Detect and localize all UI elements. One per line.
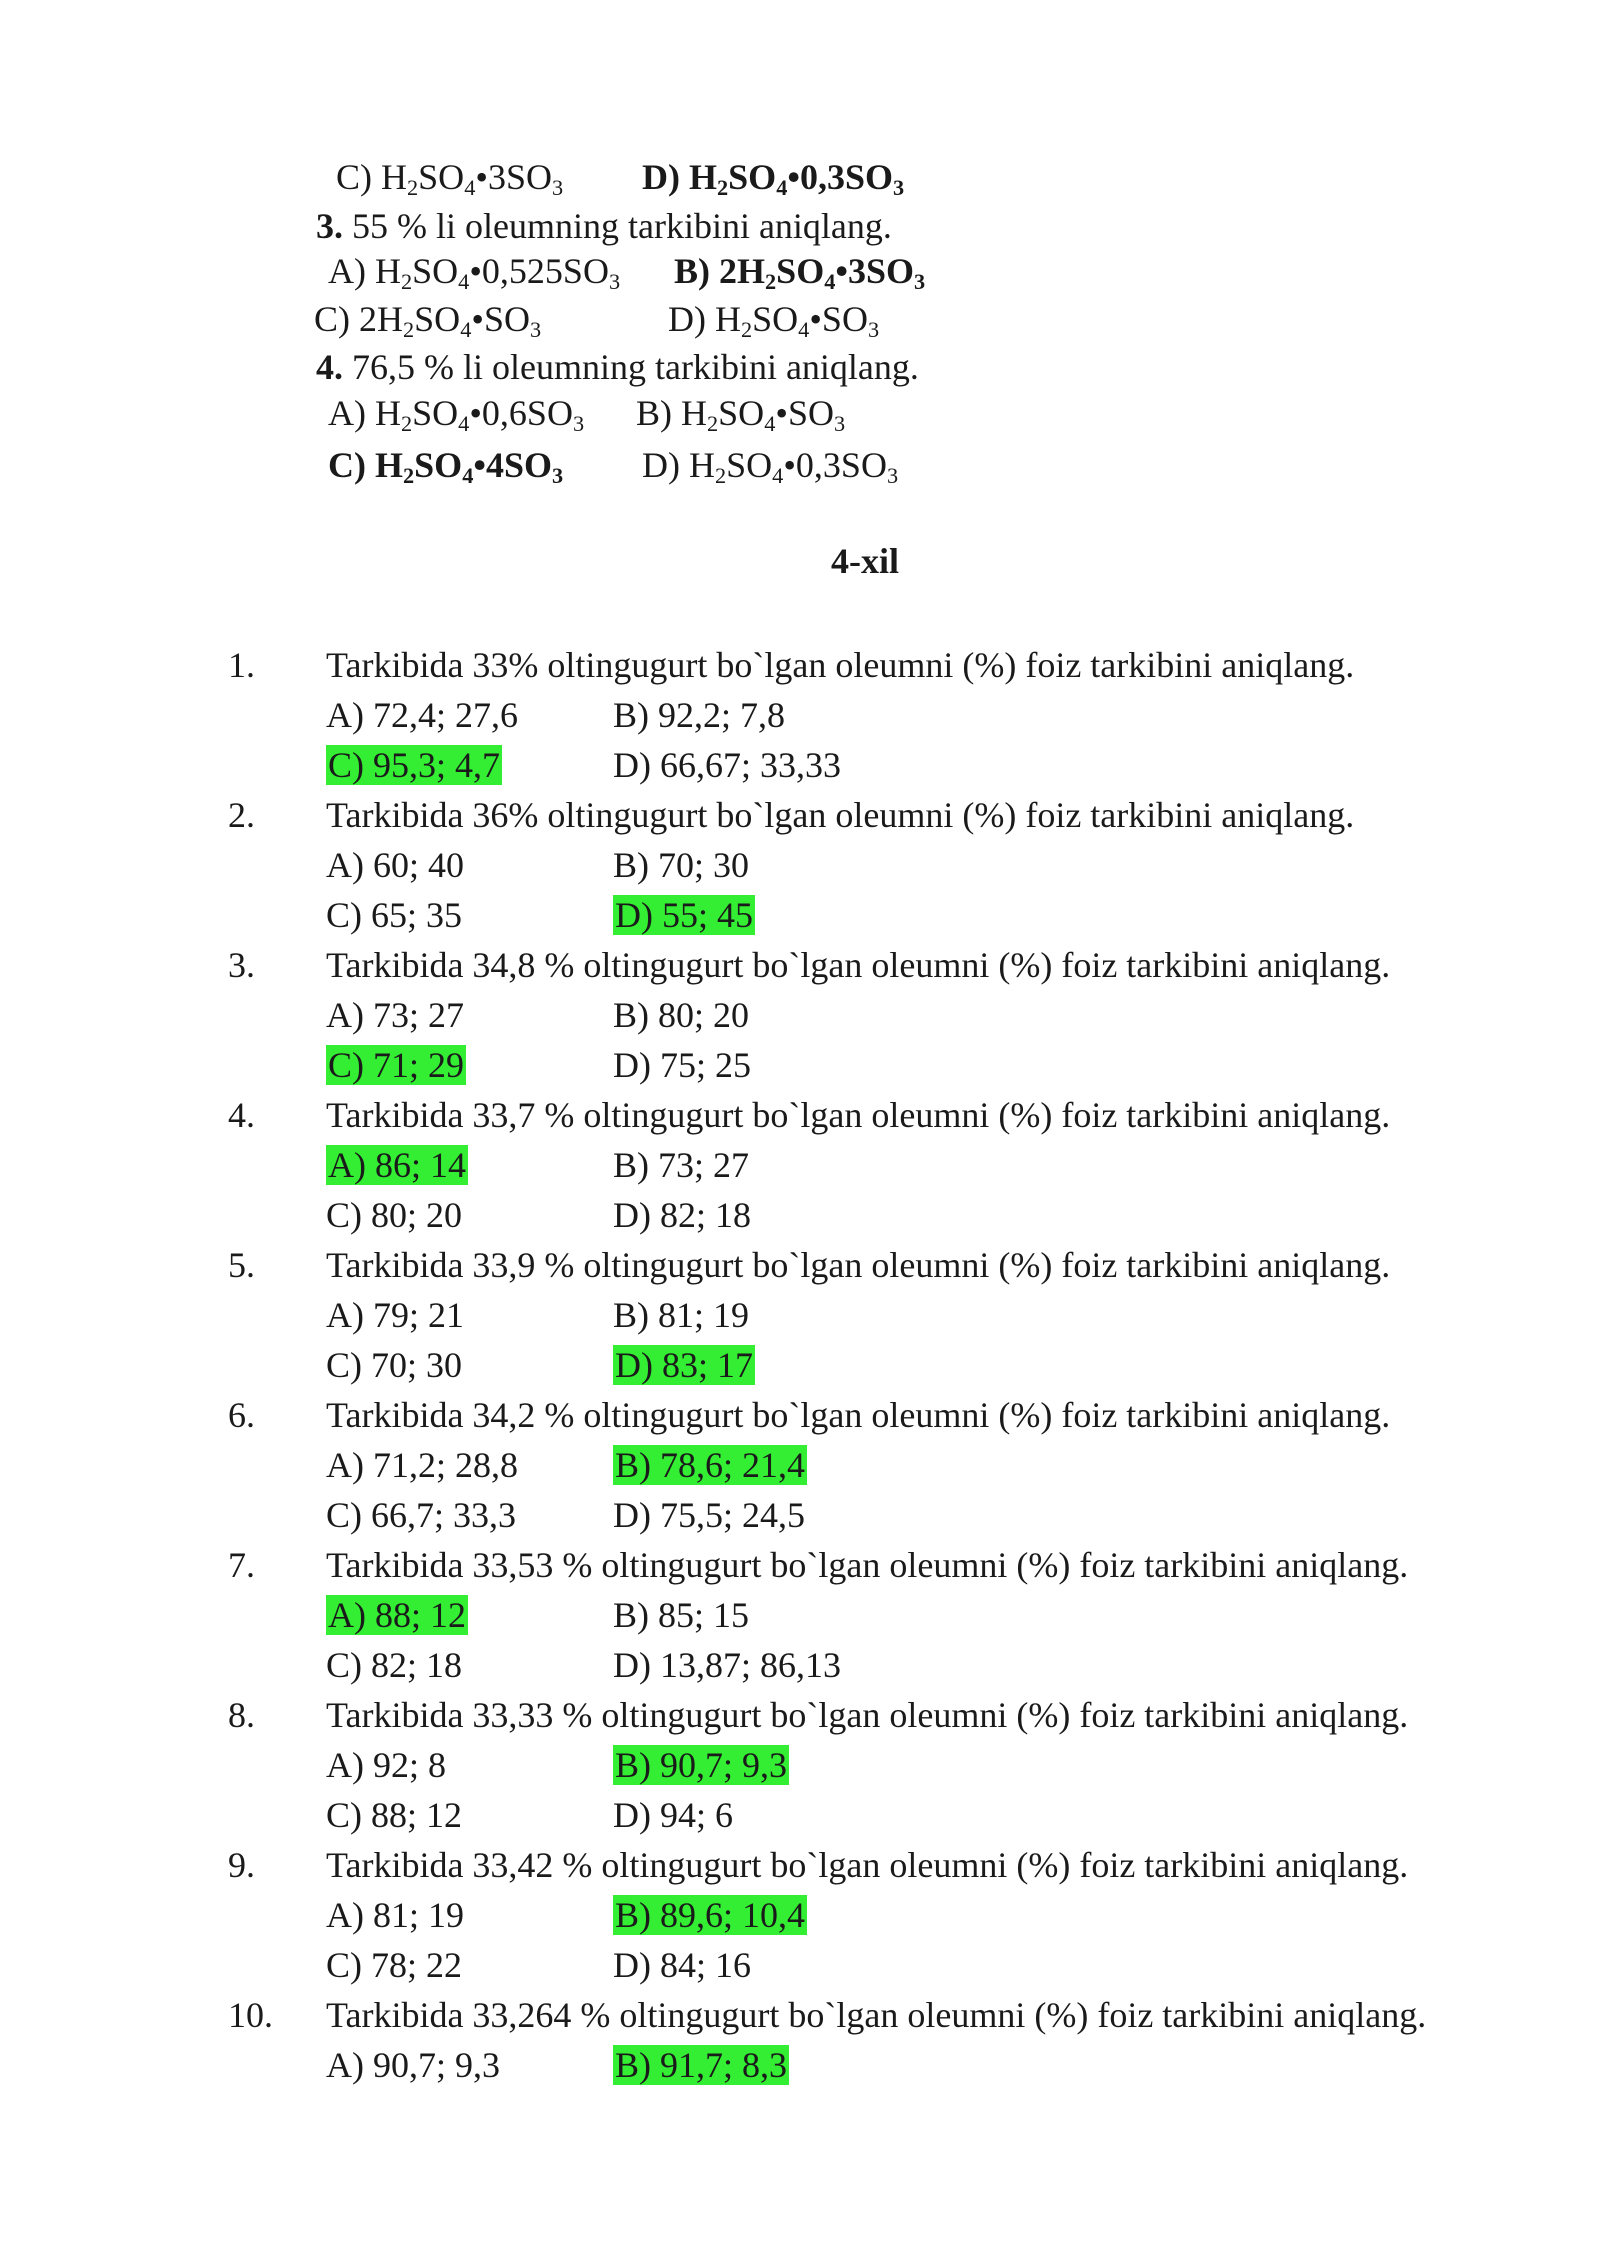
answer-option-c — [326, 743, 502, 787]
answer-option-b — [613, 2043, 789, 2087]
answer-option-label: D) 84; 16 — [613, 1945, 751, 1985]
answer-option-d — [613, 1793, 733, 1837]
question-text: Tarkibida 33,7 % oltingugurt bo`lgan oleumni (%) foiz tarkibini aniqlang. — [326, 1095, 1391, 1135]
answer-option-b — [613, 993, 749, 1037]
answer-option-c — [326, 1493, 516, 1537]
answer-option-label: B) 92,2; 7,8 — [613, 695, 786, 735]
prev-q2-option-c: C) $H_2SO_4•3SO_3$ — [336, 157, 564, 201]
question-item — [0, 943, 1600, 987]
answer-option-d — [613, 743, 841, 787]
answer-option-d — [613, 1043, 751, 1087]
correct-answer-highlight: D) 55; 45 — [615, 895, 753, 935]
question-text: Tarkibida 33,9 % oltingugurt bo`lgan oleumni (%) foiz tarkibini aniqlang. — [326, 1245, 1391, 1285]
answer-option-a — [326, 1293, 464, 1337]
answer-option-label: B) 70; 30 — [613, 845, 750, 885]
question-number: 6. — [228, 1395, 255, 1435]
answer-option-label: C) 70; 30 — [326, 1345, 463, 1385]
correct-answer-highlight: D) 83; 17 — [615, 1345, 753, 1385]
prev-q3-text: 3. 55 % li oleumning tarkibini aniqlang. — [316, 206, 892, 246]
answer-option-c — [326, 893, 462, 937]
answer-option-a — [326, 1443, 518, 1487]
answer-option-label: D) 13,87; 86,13 — [613, 1645, 841, 1685]
question-text: Tarkibida 33,42 % oltingugurt bo`lgan oleumni (%) foiz tarkibini aniqlang. — [326, 1845, 1409, 1885]
correct-answer-highlight: B) 78,6; 21,4 — [615, 1445, 806, 1485]
question-text: Tarkibida 33,264 % oltingugurt bo`lgan oleumni (%) foiz tarkibini aniqlang. — [326, 1995, 1427, 2035]
answer-option-label: B) 80; 20 — [613, 995, 750, 1035]
answer-option-c — [326, 1043, 466, 1087]
answer-option-label: D) 82; 18 — [613, 1195, 751, 1235]
answer-option-b — [613, 693, 785, 737]
correct-answer-highlight: B) 91,7; 8,3 — [615, 2045, 788, 2085]
answer-option-label: D) 75,5; 24,5 — [613, 1495, 805, 1535]
answer-option-d — [613, 1493, 805, 1537]
answer-option-c — [326, 1643, 462, 1687]
question-text: Tarkibida 33,53 % oltingugurt bo`lgan oleumni (%) foiz tarkibini aniqlang. — [326, 1545, 1409, 1585]
answer-option-a — [326, 843, 464, 887]
question-number: 9. — [228, 1845, 255, 1885]
answer-option-label: B) 73; 27 — [613, 1145, 750, 1185]
question-text: Tarkibida 33,33 % oltingugurt bo`lgan oleumni (%) foiz tarkibini aniqlang. — [326, 1695, 1409, 1735]
answer-option-label: D) 94; 6 — [613, 1795, 733, 1835]
answer-option-b — [613, 1743, 789, 1787]
correct-answer-highlight: C) 71; 29 — [328, 1045, 465, 1085]
answer-option-label: A) 73; 27 — [326, 995, 464, 1035]
prev-q2-option-d: D) $H_2SO_4•0,3SO_3$ — [642, 157, 905, 201]
prev-q4-option-b: B) $H_2SO_4•SO_3$ — [636, 393, 846, 437]
answer-option-label: A) 92; 8 — [326, 1745, 446, 1785]
answer-option-a — [326, 693, 518, 737]
question-number: 3. — [228, 945, 255, 985]
answer-option-d — [613, 1343, 755, 1387]
question-item — [0, 1993, 1600, 2037]
question-item — [0, 1093, 1600, 1137]
question-number: 4. — [228, 1095, 255, 1135]
answer-option-label: C) 80; 20 — [326, 1195, 463, 1235]
answer-option-d — [613, 893, 755, 937]
question-number: 1. — [228, 645, 255, 685]
prev-q3-option-a: A) $H_2SO_4•0,525SO_3$ — [328, 251, 621, 295]
question-text: Tarkibida 36% oltingugurt bo`lgan oleumni (%) foiz tarkibini aniqlang. — [326, 795, 1355, 835]
question-number: 5. — [228, 1245, 255, 1285]
answer-option-label: D) 66,67; 33,33 — [613, 745, 841, 785]
prev-q4-option-c: C) $H_2SO_4•4SO_3$ — [328, 445, 564, 489]
answer-option-label: C) 82; 18 — [326, 1645, 463, 1685]
answer-option-b — [613, 1443, 807, 1487]
answer-option-c — [326, 1193, 462, 1237]
correct-answer-highlight: C) 95,3; 4,7 — [328, 745, 501, 785]
question-item — [0, 1393, 1600, 1437]
prev-q3-option-c: C) $2H_2SO_4•SO_3$ — [314, 299, 542, 343]
question-number: 7. — [228, 1545, 255, 1585]
answer-option-label: C) 88; 12 — [326, 1795, 463, 1835]
answer-option-b — [613, 1893, 807, 1937]
answer-option-d — [613, 1643, 841, 1687]
prev-q3-option-d: D) $H_2SO_4•SO_3$ — [668, 299, 880, 343]
answer-option-label: D) 75; 25 — [613, 1045, 751, 1085]
question-item — [0, 1243, 1600, 1287]
question-number: 8. — [228, 1695, 255, 1735]
answer-option-a — [326, 1743, 446, 1787]
answer-option-label: B) 81; 19 — [613, 1295, 750, 1335]
answer-option-b — [613, 1293, 749, 1337]
correct-answer-highlight: A) 88; 12 — [328, 1595, 466, 1635]
correct-answer-highlight: B) 90,7; 9,3 — [615, 1745, 788, 1785]
answer-option-b — [613, 843, 749, 887]
question-item — [0, 793, 1600, 837]
correct-answer-highlight: B) 89,6; 10,4 — [615, 1895, 806, 1935]
answer-option-d — [613, 1193, 751, 1237]
question-item — [0, 643, 1600, 687]
prev-q4-option-d: D) $H_2SO_4•0,3SO_3$ — [642, 445, 899, 489]
question-number: 10. — [228, 1995, 273, 2035]
answer-option-label: A) 90,7; 9,3 — [326, 2045, 500, 2085]
prev-q4-text: 4. 76,5 % li oleumning tarkibini aniqlang. — [316, 347, 919, 387]
answer-option-label: B) 85; 15 — [613, 1595, 750, 1635]
answer-option-label: A) 79; 21 — [326, 1295, 464, 1335]
answer-option-b — [613, 1143, 749, 1187]
answer-option-a — [326, 993, 464, 1037]
prev-q4-option-a: A) $H_2SO_4•0,6SO_3$ — [328, 393, 585, 437]
question-item — [0, 1693, 1600, 1737]
question-item — [0, 1843, 1600, 1887]
answer-option-label: A) 71,2; 28,8 — [326, 1445, 518, 1485]
question-text: Tarkibida 33% oltingugurt bo`lgan oleumni (%) foiz tarkibini aniqlang. — [326, 645, 1355, 685]
section-title: 4-xil — [831, 541, 899, 581]
answer-option-c — [326, 1343, 462, 1387]
answer-option-a — [326, 1593, 468, 1637]
answer-option-label: C) 66,7; 33,3 — [326, 1495, 517, 1535]
answer-option-c — [326, 1943, 462, 1987]
question-text: Tarkibida 34,8 % oltingugurt bo`lgan oleumni (%) foiz tarkibini aniqlang. — [326, 945, 1391, 985]
answer-option-label: A) 60; 40 — [326, 845, 464, 885]
answer-option-c — [326, 1793, 462, 1837]
answer-option-d — [613, 1943, 751, 1987]
answer-option-label: C) 78; 22 — [326, 1945, 463, 1985]
answer-option-b — [613, 1593, 749, 1637]
prev-q3-option-b: B) $2H_2SO_4•3SO_3$ — [674, 251, 926, 295]
answer-option-a — [326, 1893, 464, 1937]
question-text: Tarkibida 34,2 % oltingugurt bo`lgan oleumni (%) foiz tarkibini aniqlang. — [326, 1395, 1391, 1435]
question-number: 2. — [228, 795, 255, 835]
question-item — [0, 1543, 1600, 1587]
answer-option-label: C) 65; 35 — [326, 895, 463, 935]
answer-option-label: A) 81; 19 — [326, 1895, 464, 1935]
correct-answer-highlight: A) 86; 14 — [328, 1145, 466, 1185]
answer-option-a — [326, 1143, 468, 1187]
answer-option-label: A) 72,4; 27,6 — [326, 695, 518, 735]
answer-option-a — [326, 2043, 500, 2087]
